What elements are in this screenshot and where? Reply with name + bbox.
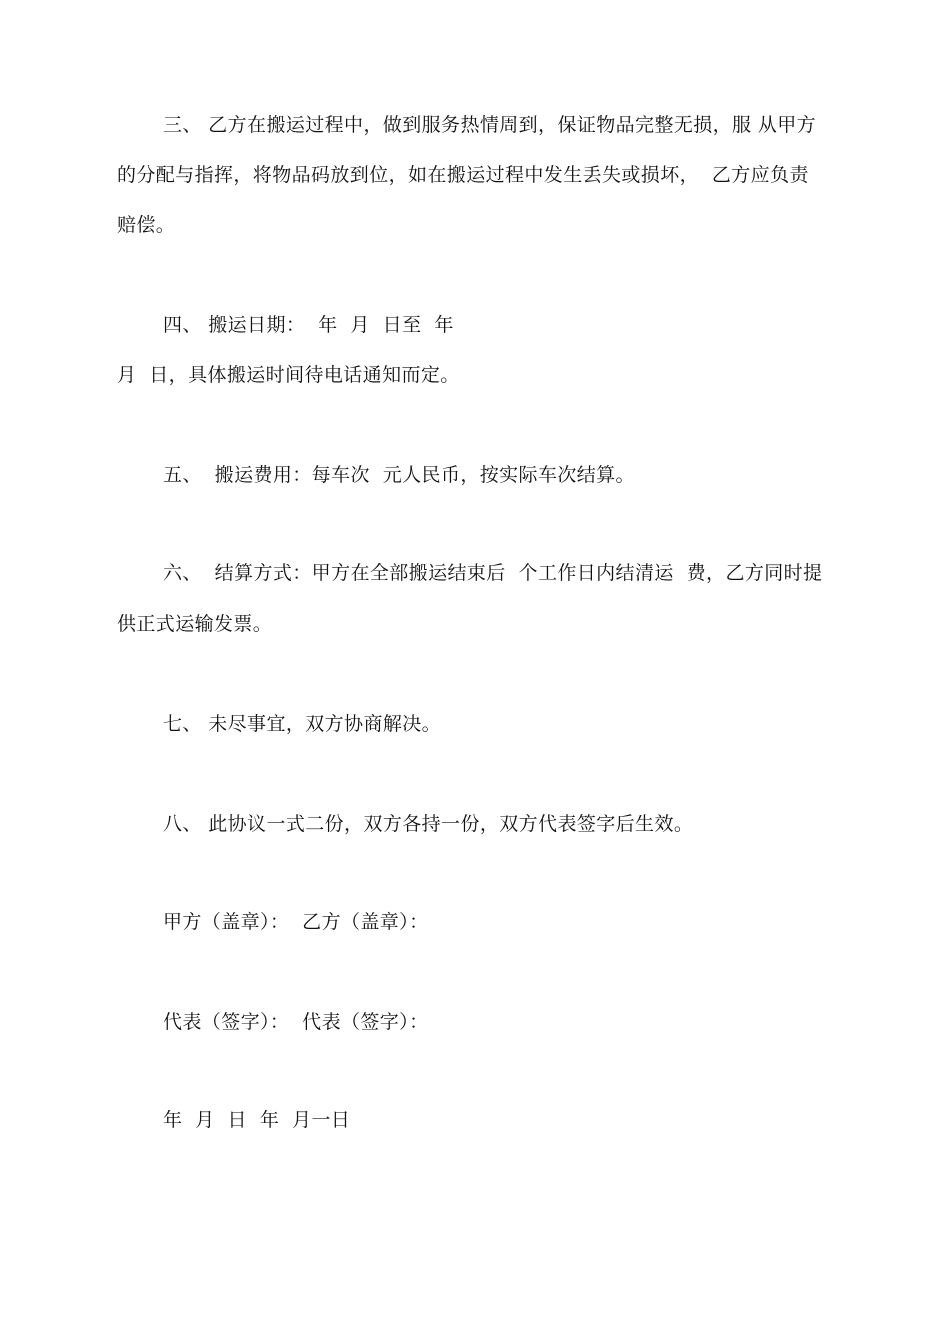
clause-3-line-2: 的分配与指挥，将物品码放到位，如在搬运过程中发生丢失或损坏， 乙方应负责 [117,164,809,186]
clause-5-line-1: 五、 搬运费用：每车次 元人民币，按实际车次结算。 [163,464,635,486]
seal-line: 甲方（盖章）： 乙方（盖章）： [163,911,429,933]
clause-3-line-1: 三、 乙方在搬运过程中，做到服务热情周到，保证物品完整无损，服 从甲方 [163,114,817,136]
clause-8-line-1: 八、 此协议一式二份，双方各持一份，双方代表签字后生效。 [163,813,694,835]
clause-6-line-1: 六、 结算方式：甲方在全部搬运结束后 个工作日内结清运 费，乙方同时提 [163,562,823,584]
date-line: 年 月 日 年 月一日 [163,1109,351,1131]
clause-7-line-1: 七、 未尽事宜，双方协商解决。 [163,713,442,735]
clause-6-line-2: 供正式运输发票。 [117,613,273,635]
clause-4-line-2: 月 日，具体搬运时间待电话通知而定。 [117,364,460,386]
clause-4-line-1: 四、 搬运日期： 年 月 日至 年 [163,314,454,336]
clause-3-line-3: 赔偿。 [117,214,176,236]
signature-line: 代表（签字）： 代表（签字）： [163,1011,429,1033]
